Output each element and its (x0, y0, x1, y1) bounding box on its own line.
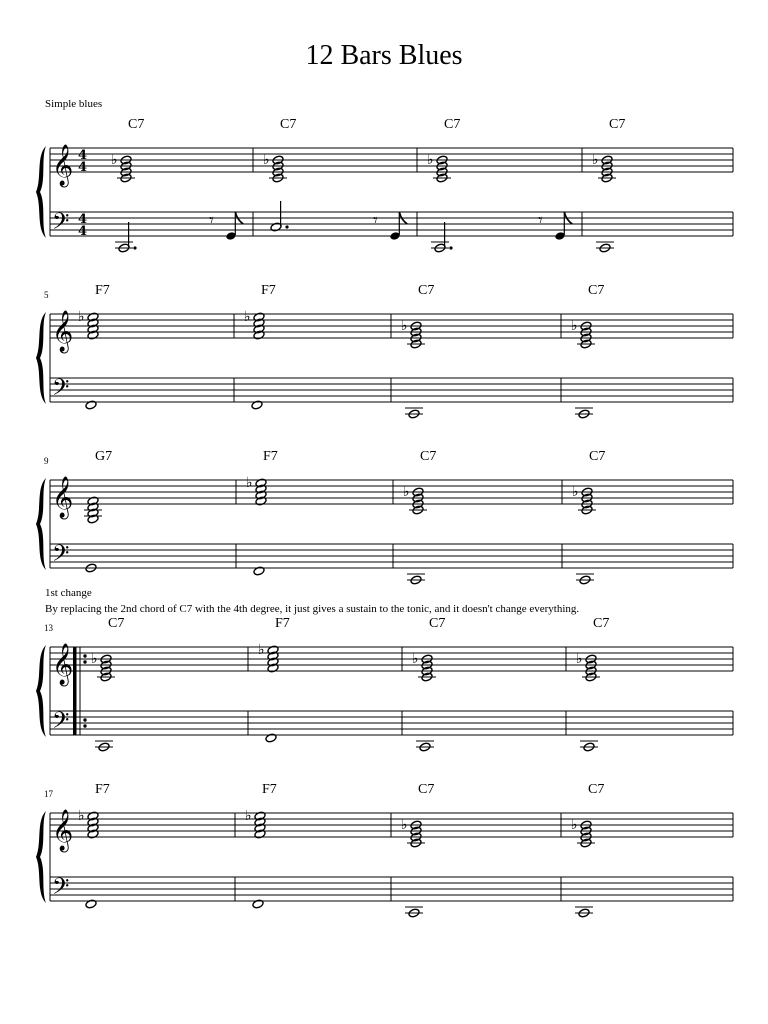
brace (36, 478, 46, 570)
flat-accidental: ♭ (592, 152, 599, 168)
measure-number: 5 (44, 290, 49, 300)
annotation-text: Simple blues (45, 98, 103, 110)
brace (36, 312, 46, 404)
repeat-dot (83, 654, 86, 657)
chord-symbol: F7 (95, 283, 110, 298)
chord-symbol: C7 (280, 117, 297, 132)
treble-clef-icon: 𝄞 (52, 145, 74, 186)
annotation-text: By replacing the 2nd chord of C7 with the 4th degree, it just gives a sustain to the tonic, and it doesn't change everything. (45, 603, 580, 615)
flat-accidental: ♭ (576, 651, 583, 667)
time-signature-numerator: 4 (78, 148, 88, 163)
measure-number: 13 (44, 623, 53, 633)
score-systems (36, 98, 733, 918)
repeat-dot (83, 724, 86, 727)
brace (36, 146, 46, 238)
chord-symbol: F7 (95, 782, 110, 797)
system (36, 782, 733, 918)
measure-number: 9 (44, 456, 49, 466)
bass-clef-icon: 𝄢 (52, 708, 70, 739)
note-head (265, 733, 277, 743)
repeat-dot (83, 718, 86, 721)
augmentation-dot (133, 246, 136, 249)
chord-symbol: C7 (108, 616, 125, 631)
repeat-thick-bar (73, 647, 77, 735)
note-head (251, 400, 263, 410)
chord-symbol: C7 (589, 449, 606, 464)
augmentation-dot (285, 225, 288, 228)
chord-symbol: C7 (444, 117, 461, 132)
eighth-rest: 𝄾 (538, 210, 543, 231)
flat-accidental: ♭ (258, 642, 265, 658)
flat-accidental: ♭ (111, 152, 118, 168)
flat-accidental: ♭ (245, 808, 252, 824)
chord-symbol: C7 (418, 782, 435, 797)
bass-clef-icon: 𝄢 (52, 541, 70, 572)
brace (36, 645, 46, 737)
bass-clef-icon: 𝄢 (52, 375, 70, 406)
chord-symbol: F7 (262, 782, 277, 797)
flat-accidental: ♭ (412, 651, 419, 667)
augmentation-dot (449, 246, 452, 249)
brace (36, 811, 46, 903)
flat-accidental: ♭ (572, 484, 579, 500)
treble-clef-icon: 𝄞 (52, 644, 74, 685)
note-head (85, 400, 97, 410)
system (36, 98, 733, 253)
chord-symbol: F7 (261, 283, 276, 298)
note-head (252, 899, 264, 909)
bass-clef-icon: 𝄢 (52, 874, 70, 905)
system (36, 283, 733, 419)
flat-accidental: ♭ (401, 318, 408, 334)
chord-symbol: F7 (275, 616, 290, 631)
flat-accidental: ♭ (571, 817, 578, 833)
flat-accidental: ♭ (427, 152, 434, 168)
measure-number: 17 (44, 789, 53, 799)
chord-symbol: G7 (95, 449, 113, 464)
chord-symbol: C7 (128, 117, 145, 132)
chord-symbol: C7 (588, 283, 605, 298)
system (36, 587, 733, 752)
flat-accidental: ♭ (78, 309, 85, 325)
eighth-rest: 𝄾 (209, 210, 214, 231)
annotation-text: 1st change (45, 587, 92, 599)
chord-symbol: C7 (588, 782, 605, 797)
time-signature-denominator: 4 (78, 160, 88, 175)
flat-accidental: ♭ (263, 152, 270, 168)
treble-clef-icon: 𝄞 (52, 477, 74, 518)
flat-accidental: ♭ (244, 309, 251, 325)
chord-symbol: C7 (429, 616, 446, 631)
chord-symbol: F7 (263, 449, 278, 464)
repeat-dot (83, 660, 86, 663)
flat-accidental: ♭ (91, 651, 98, 667)
treble-clef-icon: 𝄞 (52, 311, 74, 352)
system (36, 449, 733, 585)
chord-symbol: C7 (609, 117, 626, 132)
flat-accidental: ♭ (571, 318, 578, 334)
flat-accidental: ♭ (403, 484, 410, 500)
time-signature-numerator: 4 (78, 212, 88, 227)
flat-accidental: ♭ (78, 808, 85, 824)
page-title: 12 Bars Blues (305, 40, 463, 71)
note-head (253, 566, 265, 576)
bass-clef-icon: 𝄢 (52, 209, 70, 240)
eighth-rest: 𝄾 (373, 210, 378, 231)
time-signature-denominator: 4 (78, 224, 88, 239)
chord-symbol: C7 (593, 616, 610, 631)
chord-symbol: C7 (420, 449, 437, 464)
chord-symbol: C7 (418, 283, 435, 298)
treble-clef-icon: 𝄞 (52, 810, 74, 851)
flat-accidental: ♭ (246, 475, 253, 491)
flat-accidental: ♭ (401, 817, 408, 833)
note-head (85, 899, 97, 909)
